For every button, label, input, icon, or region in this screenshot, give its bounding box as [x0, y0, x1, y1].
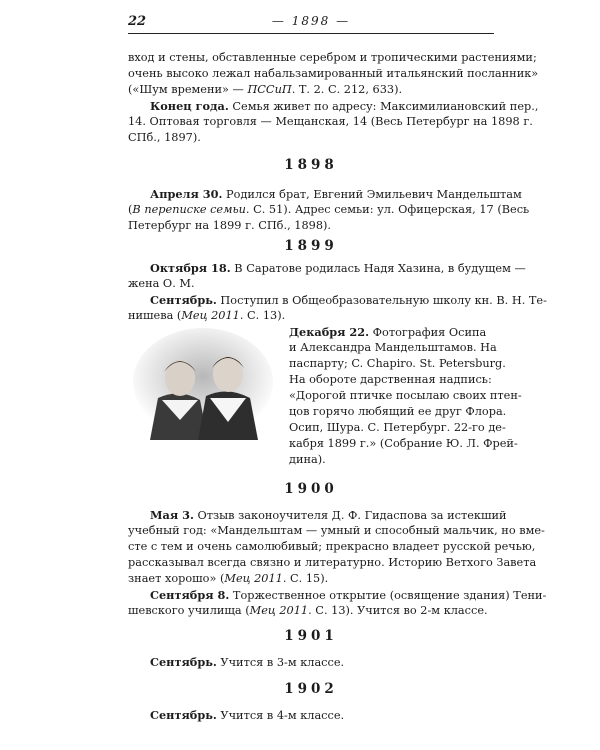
entry-line: Сентября 8. Торжественное открытие (освящение здания) Тени- [150, 588, 547, 602]
entry-date: Конец года. [150, 99, 229, 113]
entry-date: Мая 3. [150, 508, 194, 522]
entry-date: Сентябрь. [150, 293, 217, 307]
entry-line: Апреля 30. Родился брат, Евгений Эмильевич Мандельштам [150, 187, 522, 201]
entry-date: Сентябрь. [150, 708, 217, 722]
text-line: Осип, Шура. С. Петербург. 22-го де- [289, 421, 506, 434]
text-line: На обороте дарственная надпись: [289, 373, 492, 386]
text-line: дина). [289, 453, 326, 466]
text-line: СПб., 1897). [128, 131, 201, 144]
text-line: паспарту; C. Chapiro. St. Petersburg. [289, 357, 506, 370]
text-line: кабря 1899 г.» (Собрание Ю. Л. Фрей- [289, 437, 518, 450]
page-number: 22 [128, 14, 147, 29]
entry-date: Сентября 8. [150, 588, 230, 602]
text-line: учебный год: «Мандельштам — умный и способный мальчик, но вме- [128, 524, 545, 537]
text-line: (В переписке семьи. С. 51). Адрес семьи: ул. Офицерская, 17 (Весь [128, 203, 530, 216]
photo-two-boys [128, 328, 278, 440]
text-line: нишева (Мец 2011. С. 13). [128, 309, 286, 322]
text-line: рассказывал всегда связно и литературно. Историю Ветхого Завета [128, 556, 537, 569]
year-heading: 1898 [284, 157, 338, 173]
year-heading: 1899 [284, 238, 338, 254]
entry-date: Апреля 30. [150, 187, 223, 201]
text-line: знает хорошо» (Мец 2011. С. 15). [128, 572, 329, 585]
entry-date: Октября 18. [150, 261, 231, 275]
year-heading: 1900 [284, 481, 338, 497]
text-line: «Дорогой птичке посылаю своих птен- [289, 389, 522, 402]
text-line: вход и стены, обставленные серебром и тропическими растениями; [128, 51, 537, 64]
entry-line: Сентябрь. Поступил в Общеобразовательную школу кн. В. Н. Те- [150, 293, 547, 307]
text-line: очень высоко лежал набальзамированный итальянский посланник» [128, 67, 539, 80]
running-header [128, 14, 494, 34]
text-line: цов горячо любящий ее друг Флора. [289, 405, 507, 418]
entry-date: Декабря 22. [289, 325, 370, 339]
year-heading: 1901 [284, 628, 338, 644]
text-line: сте с тем и очень самолюбивый; прекрасно владеет русской речью, [128, 540, 536, 553]
text-line: шевского училища (Мец 2011. С. 13). Учится во 2-м классе. [128, 604, 488, 617]
text-line: 14. Оптовая торговля — Мещанская, 14 (Весь Петербург на 1898 г. [128, 115, 533, 128]
entry-line: Сентябрь. Учится в 3-м классе. [150, 655, 345, 669]
text-line: жена О. М. [128, 277, 195, 290]
entry-line: Декабря 22. Фотография Осипа [289, 325, 487, 339]
text-line: Петербург на 1899 г. СПб., 1898). [128, 219, 332, 232]
entry-line: Сентябрь. Учится в 4-м классе. [150, 708, 345, 722]
year-heading: 1902 [284, 681, 338, 697]
header-rule [128, 33, 494, 34]
text-line: («Шум времени» — ПССиП. Т. 2. С. 212, 633). [128, 83, 403, 96]
entry-date: Сентябрь. [150, 655, 217, 669]
entry-line: Мая 3. Отзыв законоучителя Д. Ф. Гидаспова за истекший [150, 508, 507, 522]
text-line: и Александра Мандельштамов. На [289, 341, 497, 354]
entry-line: Октября 18. В Саратове родилась Надя Хазина, в будущем — [150, 261, 526, 275]
entry-line: Конец года. Семья живет по адресу: Максимилиановский пер., [150, 99, 539, 113]
running-title: — 1898 — [271, 14, 351, 28]
